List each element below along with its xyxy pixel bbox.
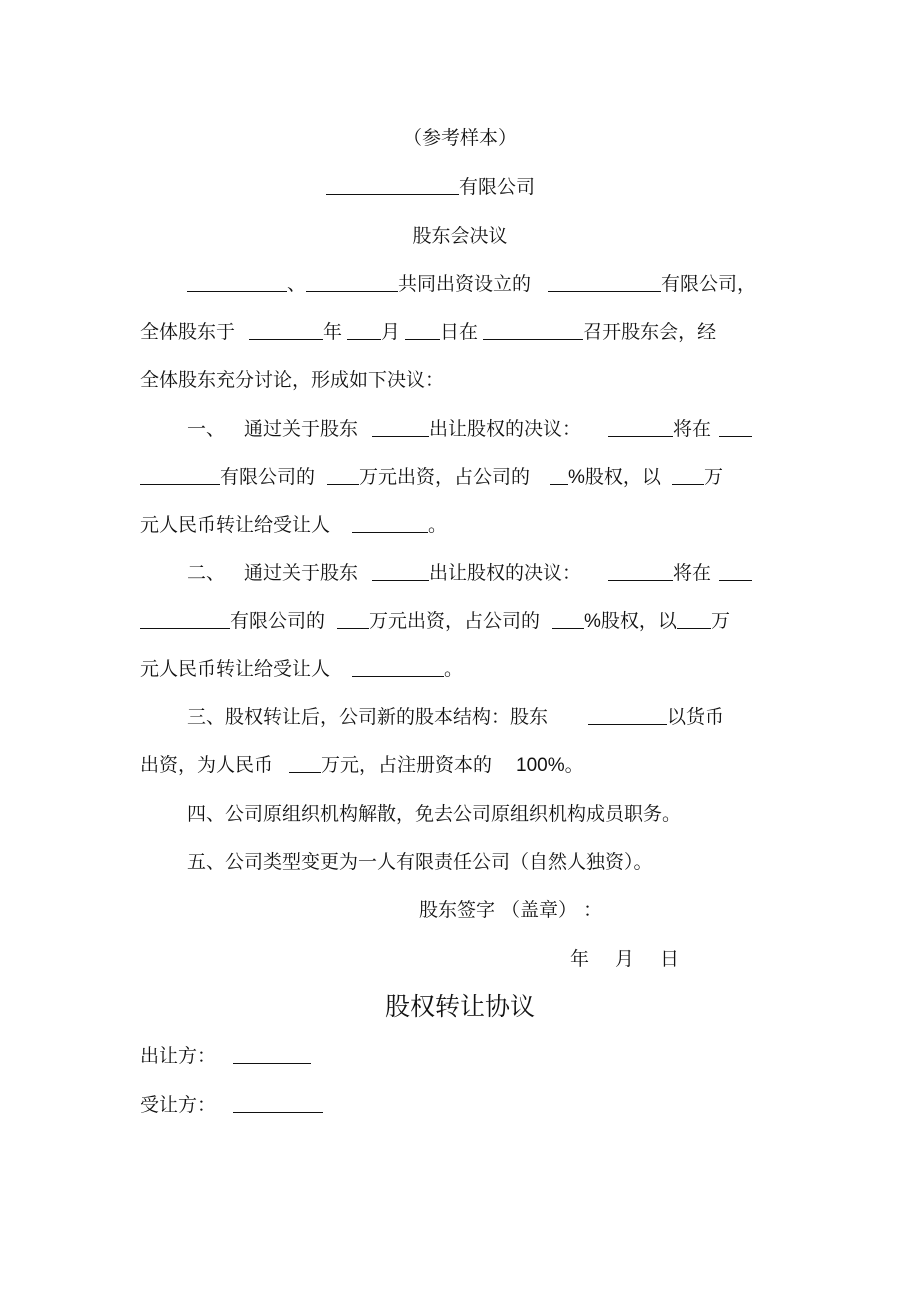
item2-percent-blank <box>552 610 584 629</box>
intro-line-2 <box>140 319 716 345</box>
date-month: 月 <box>615 948 635 970</box>
resolution-title: 股东会决议 <box>412 225 508 247</box>
item3-line-2 <box>140 752 584 779</box>
date-year: 年 <box>570 948 590 970</box>
day-at-text: 日在 <box>440 321 479 343</box>
item3-lead: 三、股权转让后，公司新的股本结构：股东 <box>187 706 549 728</box>
item3-wan-registered: 万元，占注册资本的 <box>321 754 493 776</box>
location-blank <box>483 321 583 340</box>
intro-line-1 <box>187 271 756 297</box>
transferor-blank <box>233 1045 311 1064</box>
shareholder-b-blank <box>306 273 398 292</box>
company-blank <box>548 273 661 292</box>
item3-end: 。 <box>564 754 584 776</box>
item1-line-2 <box>140 464 723 491</box>
date-line <box>570 946 679 972</box>
reference-label: （参考样本） <box>402 127 517 149</box>
date-day: 日 <box>660 948 680 970</box>
year-blank <box>249 321 323 340</box>
item2-wan-capital: 万元出资，占公司的 <box>369 610 541 632</box>
item2-wan: 万 <box>710 610 730 632</box>
item1-line-1 <box>187 416 752 442</box>
item2-shareholder-blank <box>372 562 429 581</box>
item3-capital-rmb: 出资，为人民币 <box>140 754 274 776</box>
item3-shareholder-blank <box>588 706 667 725</box>
shareholder-a-blank <box>187 273 287 292</box>
company-name-blank <box>326 176 459 195</box>
item2-line-2 <box>140 608 730 635</box>
separator: 、 <box>287 273 307 295</box>
agreement-title: 股权转让协议 <box>384 992 535 1021</box>
item3-percent: 100% <box>516 755 565 776</box>
item2-rmb-transfer: 元人民币转让给受让人 <box>140 658 331 680</box>
item2-end: 。 <box>444 658 464 680</box>
item1-transfer-text: 出让股权的决议： <box>429 418 582 440</box>
year-text: 年 <box>323 321 343 343</box>
item2-transfer-text: 出让股权的决议： <box>429 562 582 584</box>
item1-party-blank <box>608 418 673 437</box>
established-text: 共同出资设立的 <box>398 273 532 295</box>
intro-line-3: 全体股东充分讨论，形成如下决议： <box>140 369 445 391</box>
item2-party-blank <box>608 562 673 581</box>
transferor-line <box>140 1043 311 1069</box>
item2-number: 二、 <box>187 562 226 584</box>
item4-line: 四、公司原组织机构解散，免去公司原组织机构成员职务。 <box>187 803 682 825</box>
item1-percent-equity: %股权，以 <box>568 467 661 488</box>
item1-amount-blank <box>327 466 359 485</box>
item1-wan-capital: 万元出资，占公司的 <box>359 466 531 488</box>
convened-text: 召开股东会，经 <box>583 321 717 343</box>
item2-company-blank-b <box>140 610 230 629</box>
signature-line: 股东签字 （盖章） ： <box>419 899 603 921</box>
item2-price-blank <box>677 610 711 629</box>
item2-line-1 <box>187 560 752 586</box>
item1-lead: 通过关于股东 <box>244 418 359 440</box>
company-suffix-text: 有限公司， <box>661 273 757 295</box>
item1-company-blank-a <box>719 418 752 437</box>
item1-end: 。 <box>428 514 448 536</box>
item2-transferee-blank <box>352 658 444 677</box>
item1-wan: 万 <box>703 466 723 488</box>
item2-company-of: 有限公司的 <box>230 610 326 632</box>
transferee-blank <box>233 1094 323 1113</box>
item2-amount-blank <box>337 610 369 629</box>
item1-transferee-blank <box>352 514 428 533</box>
item1-percent-blank <box>550 466 568 485</box>
item1-rmb-transfer: 元人民币转让给受让人 <box>140 514 331 536</box>
item1-company-of: 有限公司的 <box>220 466 316 488</box>
item1-will-in: 将在 <box>673 418 712 440</box>
month-text: 月 <box>381 321 401 343</box>
transferor-label: 出让方： <box>140 1045 217 1067</box>
company-name-line <box>326 174 535 200</box>
item1-line-3 <box>140 512 447 538</box>
company-suffix: 有限公司 <box>459 176 536 198</box>
item2-lead: 通过关于股东 <box>244 562 359 584</box>
item1-number: 一、 <box>187 418 226 440</box>
item3-amount-blank <box>289 754 321 773</box>
item3-line-1 <box>187 704 724 730</box>
day-blank <box>405 321 440 340</box>
all-shareholders-text: 全体股东于 <box>140 321 236 343</box>
item1-shareholder-blank <box>372 418 429 437</box>
item2-percent-equity: %股权，以 <box>584 611 677 632</box>
transferee-line <box>140 1092 323 1118</box>
item5-line: 五、公司类型变更为一人有限责任公司（自然人独资）。 <box>187 851 653 873</box>
item1-company-blank-b <box>140 466 220 485</box>
item2-company-blank-a <box>719 562 752 581</box>
transferee-label: 受让方： <box>140 1094 217 1116</box>
item1-price-blank <box>672 466 704 485</box>
month-blank <box>347 321 381 340</box>
item3-currency: 以货币 <box>667 706 725 728</box>
item2-will-in: 将在 <box>673 562 712 584</box>
item2-line-3 <box>140 656 463 682</box>
